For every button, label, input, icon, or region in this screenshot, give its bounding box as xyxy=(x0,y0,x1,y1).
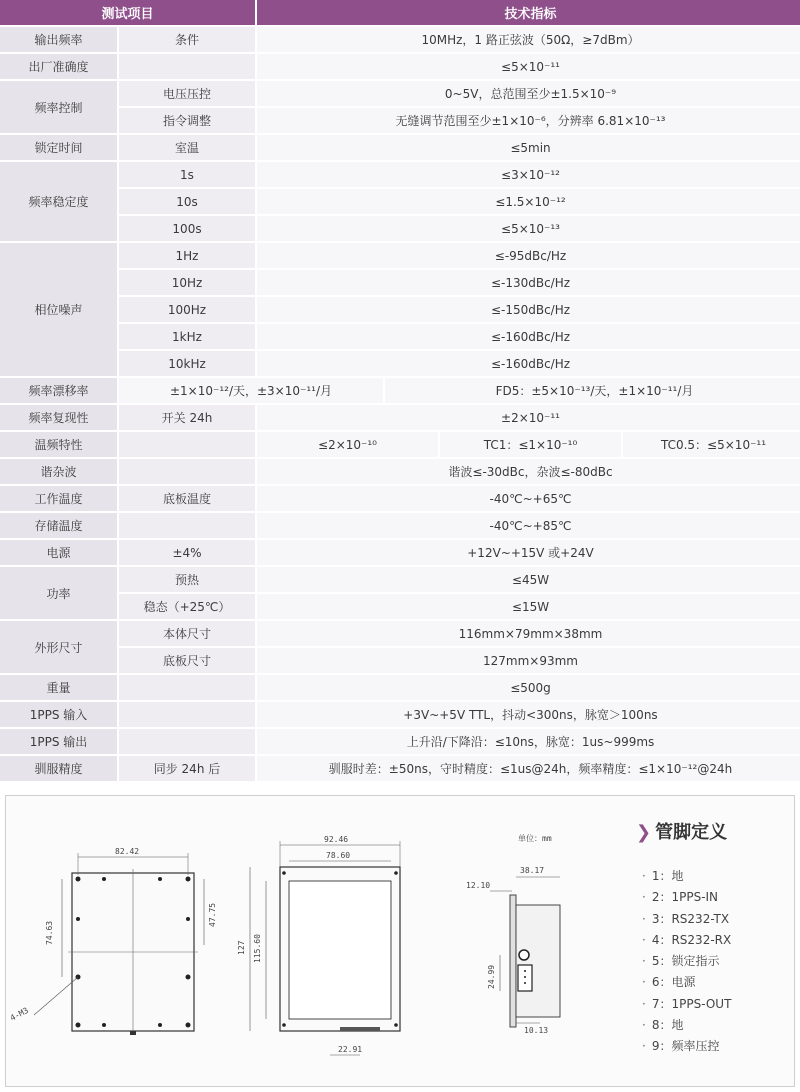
pin-item: · 6：电源 xyxy=(642,972,731,993)
temp-spec-tc1: TC1：≤1×10⁻¹⁰ xyxy=(440,432,621,457)
pin-title-text: 管脚定义 xyxy=(655,822,728,843)
row-condition: 指令调整 xyxy=(119,108,255,135)
dim-inner-width: 78.60 xyxy=(326,851,351,860)
row-label-phase-noise: 相位噪声 xyxy=(0,243,117,378)
row-spec: +3V~+5V TTL，抖动<300ns，脉宽＞100ns xyxy=(257,702,800,729)
row-label-frequency-stability: 频率稳定度 xyxy=(0,162,117,243)
row-spec: 无缝调节范围至少±1×10⁻⁶，分辨率 6.81×10⁻¹³ xyxy=(257,108,800,135)
row-spec: ≤5×10⁻¹¹ xyxy=(257,54,800,81)
row-condition: 10kHz xyxy=(119,351,255,378)
row-spec: ≤500g xyxy=(257,675,800,702)
row-spec: -40℃~+85℃ xyxy=(257,513,800,540)
unit-label: 单位：mm xyxy=(518,834,552,843)
row-condition: 底板尺寸 xyxy=(119,648,255,675)
row-label-dimensions: 外形尺寸 xyxy=(0,621,117,675)
row-spec: ≤45W xyxy=(257,567,800,594)
row-spec: ≤-160dBc/Hz xyxy=(257,351,800,378)
row-label-1pps-input: 1PPS 输入 xyxy=(0,702,117,729)
row-label-power-consumption: 功率 xyxy=(0,567,117,621)
row-condition-empty xyxy=(119,729,255,756)
drift-spec-fd5: FD5：±5×10⁻¹³/天，±1×10⁻¹¹/月 xyxy=(385,378,800,403)
chevron-right-icon: ❯ xyxy=(636,822,652,843)
row-label-reproducibility: 频率复现性 xyxy=(0,405,117,432)
row-spec: ≤-95dBc/Hz xyxy=(257,243,800,270)
dim-right-47: 47.75 xyxy=(208,902,217,927)
pin-item: · 9：频率压控 xyxy=(642,1036,731,1057)
pin-item: · 7：1PPS-OUT xyxy=(642,994,731,1015)
pin-item: · 4：RS232-RX xyxy=(642,930,731,951)
row-condition: 稳态（+25℃） xyxy=(119,594,255,621)
row-label-disciplining-accuracy: 驯服精度 xyxy=(0,756,117,783)
row-condition: 1Hz xyxy=(119,243,255,270)
dim-inner-height: 115.60 xyxy=(253,934,262,963)
dim-bottom: 22.91 xyxy=(338,1045,363,1054)
row-spec: ≤3×10⁻¹² xyxy=(257,162,800,189)
row-spec: ≤5×10⁻¹³ xyxy=(257,216,800,243)
mechanical-drawings xyxy=(0,795,640,1087)
row-label-weight: 重量 xyxy=(0,675,117,702)
row-spec: ≤5min xyxy=(257,135,800,162)
hole-note: 4-M3 xyxy=(8,1005,30,1023)
header-spec: 技术指标 xyxy=(257,0,800,27)
row-spec: -40℃~+65℃ xyxy=(257,486,800,513)
pin-item: · 2：1PPS-IN xyxy=(642,887,731,908)
row-condition: 室温 xyxy=(119,135,255,162)
row-condition: 条件 xyxy=(119,27,255,54)
dim-flange: 12.10 xyxy=(466,881,491,890)
row-spec: 127mm×93mm xyxy=(257,648,800,675)
row-condition: 1kHz xyxy=(119,324,255,351)
row-label-storage-temp: 存储温度 xyxy=(0,513,117,540)
pin-item: · 8：地 xyxy=(642,1015,731,1036)
pin-item: · 5：锁定指示 xyxy=(642,951,731,972)
row-spec: ±2×10⁻¹¹ xyxy=(257,405,800,432)
row-condition-empty xyxy=(119,702,255,729)
pin-definition-list xyxy=(642,866,731,1058)
row-condition: 本体尺寸 xyxy=(119,621,255,648)
row-spec: 驯服时差：±50ns，守时精度：≤1us@24h，频率精度：≤1×10⁻¹²@24h xyxy=(257,756,800,783)
top-view-drawing xyxy=(9,847,217,1035)
pin-item: · 3：RS232-TX xyxy=(642,909,731,930)
temp-spec-tc05: TC0.5：≤5×10⁻¹¹ xyxy=(623,432,800,457)
side-view-drawing xyxy=(466,833,560,1035)
row-label-operating-temp: 工作温度 xyxy=(0,486,117,513)
row-spec: ≤1.5×10⁻¹² xyxy=(257,189,800,216)
row-spec: 谐波≤-30dBc，杂波≤-80dBc xyxy=(257,459,800,486)
row-label-lock-time: 锁定时间 xyxy=(0,135,117,162)
row-spec: 116mm×79mm×38mm xyxy=(257,621,800,648)
row-label-factory-accuracy: 出厂准确度 xyxy=(0,54,117,81)
pin-definition-title xyxy=(636,818,727,844)
row-spec-split xyxy=(119,378,800,405)
row-label-frequency-control: 频率控制 xyxy=(0,81,117,135)
row-label-temperature-characteristic: 温频特性 xyxy=(0,432,117,459)
dim-bottom-side: 10.13 xyxy=(524,1026,549,1035)
row-condition: ±4% xyxy=(119,540,255,567)
temp-spec-standard: ≤2×10⁻¹⁰ xyxy=(257,432,438,457)
row-condition: 1s xyxy=(119,162,255,189)
row-condition: 10Hz xyxy=(119,270,255,297)
dim-depth: 38.17 xyxy=(520,866,545,875)
row-condition: 预热 xyxy=(119,567,255,594)
row-spec: +12V~+15V 或+24V xyxy=(257,540,800,567)
dim-outer-height: 127 xyxy=(237,940,246,955)
dim-width-82: 82.42 xyxy=(115,847,140,856)
row-spec: 0~5V，总范围至少±1.5×10⁻⁹ xyxy=(257,81,800,108)
row-spec: ≤-160dBc/Hz xyxy=(257,324,800,351)
row-condition: 同步 24h 后 xyxy=(119,756,255,783)
row-spec: ≤-130dBc/Hz xyxy=(257,270,800,297)
row-spec-split xyxy=(257,432,800,459)
dim-height-74: 74.63 xyxy=(45,920,54,945)
row-spec: ≤15W xyxy=(257,594,800,621)
row-condition-empty xyxy=(119,432,255,459)
row-condition: 100Hz xyxy=(119,297,255,324)
row-spec: 10MHz，1 路正弦波（50Ω，≥7dBm） xyxy=(257,27,800,54)
pin-item: · 1：地 xyxy=(642,866,731,887)
row-condition-empty xyxy=(119,459,255,486)
row-condition: 10s xyxy=(119,189,255,216)
dim-connector: 24.99 xyxy=(487,964,496,989)
row-condition: 100s xyxy=(119,216,255,243)
header-test-item: 测试项目 xyxy=(0,0,255,27)
drift-spec-standard: ±1×10⁻¹²/天，±3×10⁻¹¹/月 xyxy=(119,378,383,403)
row-spec: 上升沿/下降沿：≤10ns，脉宽：1us~999ms xyxy=(257,729,800,756)
front-view-drawing xyxy=(237,835,400,1055)
row-condition-empty xyxy=(119,54,255,81)
row-condition: 开关 24h xyxy=(119,405,255,432)
row-condition-empty xyxy=(119,513,255,540)
row-condition-empty xyxy=(119,675,255,702)
row-label-output-frequency: 输出频率 xyxy=(0,27,117,54)
row-label-1pps-output: 1PPS 输出 xyxy=(0,729,117,756)
row-spec: ≤-150dBc/Hz xyxy=(257,297,800,324)
row-label-drift-rate: 频率漂移率 xyxy=(0,378,117,405)
row-condition: 底板温度 xyxy=(119,486,255,513)
dim-outer-width: 92.46 xyxy=(324,835,349,844)
row-condition: 电压压控 xyxy=(119,81,255,108)
row-label-spurious: 谐杂波 xyxy=(0,459,117,486)
row-label-power-supply: 电源 xyxy=(0,540,117,567)
